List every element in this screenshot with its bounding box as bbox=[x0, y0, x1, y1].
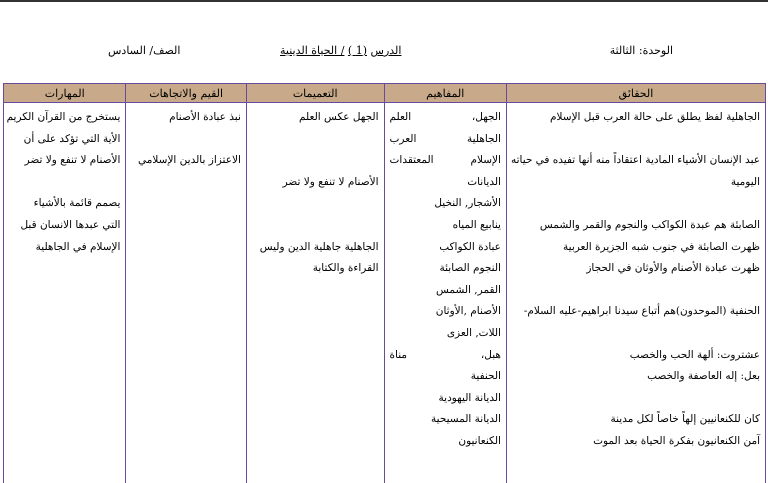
concept-line: الديانات bbox=[467, 175, 501, 188]
concept-line: ينابيع المياه bbox=[452, 218, 501, 231]
fact-line bbox=[512, 323, 760, 345]
value-line: الاعتزاز بالدين الإسلامي bbox=[138, 154, 241, 167]
concept-line: الديانة اليهودية bbox=[438, 391, 501, 404]
skill-line: الأية التي تؤكد على أن bbox=[23, 132, 121, 145]
fact-line: بعل: إله العاصفة والخصب bbox=[647, 370, 760, 383]
generalization-line: القراءة والكتابة bbox=[312, 262, 379, 275]
fact-line: كان للكنعانيين إلهاً خاصاً لكل مدينة bbox=[610, 413, 760, 426]
skill-line: الأصنام لا تنفع ولا تضر bbox=[24, 154, 121, 167]
skill-line bbox=[9, 172, 120, 194]
facts-cell bbox=[506, 103, 765, 483]
fact-line: عشتروت: ألهة الحب والخصب bbox=[629, 348, 760, 361]
value-line: نبذ عبادة الأصنام bbox=[169, 111, 241, 123]
fact-line bbox=[512, 388, 760, 410]
generalization-line bbox=[252, 150, 379, 172]
concept-line: الإسلام المعتقدات bbox=[389, 154, 501, 167]
lesson-number: (1 ) bbox=[347, 44, 368, 57]
lesson-analysis-table bbox=[3, 83, 766, 483]
skills-cell bbox=[4, 103, 126, 483]
table-header-row bbox=[4, 84, 766, 103]
value-line bbox=[131, 129, 240, 151]
unit-label: الوحدة: الثالثة bbox=[609, 44, 673, 57]
skill-line: يصمم قائمة بالأشياء bbox=[33, 197, 121, 210]
fact-line: ظهرت الصابئة في جنوب شبه الجزيرة العربية bbox=[563, 240, 760, 253]
skill-line: يستخرج من القرآن الكريم bbox=[6, 111, 121, 123]
concept-line: الجهل، العلم bbox=[389, 111, 501, 123]
generalization-line: الجهل عكس العلم bbox=[299, 111, 379, 123]
generalization-line bbox=[252, 193, 379, 215]
fact-line: الجاهلية لفظ يطلق على حالة العرب قبل الإسلام bbox=[550, 111, 760, 123]
fact-line: اليومية bbox=[730, 175, 760, 188]
concept-line: النجوم الصابئة bbox=[439, 262, 501, 275]
header-generalizations: التعميمات bbox=[246, 84, 384, 103]
table-body-row bbox=[4, 103, 766, 483]
concept-line: القمر, الشمس bbox=[436, 283, 501, 296]
concept-line: الحنفية bbox=[470, 370, 501, 383]
values-cell bbox=[126, 103, 246, 483]
generalization-line: الجاهلية جاهلية الدين وليس bbox=[259, 240, 379, 253]
concept-line: اللات, العزى bbox=[446, 326, 501, 339]
grade-label: الصف/ السادس bbox=[108, 44, 181, 57]
concepts-cell bbox=[384, 103, 506, 483]
fact-line bbox=[512, 129, 760, 151]
header-facts: الحقائق bbox=[506, 84, 765, 103]
fact-line: ظهرت عبادة الأصنام والأوثان في الحجاز bbox=[586, 262, 760, 275]
generalization-line bbox=[252, 129, 379, 151]
fact-line: الحنفية (الموحدون)هم أتباع سيدنا ابراهيم-عليه السلام- bbox=[523, 305, 760, 318]
fact-line bbox=[512, 280, 760, 302]
lesson-title: / الحياة الدينية bbox=[280, 44, 345, 57]
fact-line: آمن الكنعانيون بفكرة الحياة بعد الموت bbox=[593, 434, 760, 447]
generalizations-cell bbox=[246, 103, 384, 483]
generalization-line: الأصنام لا تنفع ولا تضر bbox=[282, 175, 379, 188]
lesson-label bbox=[280, 44, 401, 57]
header-values: القيم والاتجاهات bbox=[126, 84, 246, 103]
concept-line: الأشجار, النخيل bbox=[434, 197, 501, 210]
concept-line: الديانة المسيحية bbox=[431, 413, 501, 426]
concept-line: هبل، مناة bbox=[389, 348, 501, 361]
header-skills: المهارات bbox=[4, 84, 126, 103]
concept-line: الأصنام ,الأوثان bbox=[435, 305, 501, 318]
generalization-line bbox=[252, 215, 379, 237]
skill-line: التي عبدها الانسان قبل bbox=[20, 218, 121, 231]
fact-line: الصابئة هم عبدة الكواكب والنجوم والقمر والشمس bbox=[539, 218, 760, 231]
concept-line: الجاهلية العرب bbox=[389, 132, 501, 145]
lesson-prefix: الدرس bbox=[370, 44, 402, 57]
fact-line bbox=[512, 193, 760, 215]
concept-line: الكنعانيون bbox=[458, 434, 501, 447]
skill-line: الإسلام في الجاهلية bbox=[35, 240, 121, 253]
fact-line: عبد الإنسان الأشياء المادية اعتقاداً منه أنها تفيده في حياته bbox=[510, 154, 760, 167]
header-concepts: المفاهيم bbox=[384, 84, 506, 103]
top-border-line bbox=[0, 0, 768, 2]
concept-line: عبادة الكواكب bbox=[439, 240, 501, 253]
